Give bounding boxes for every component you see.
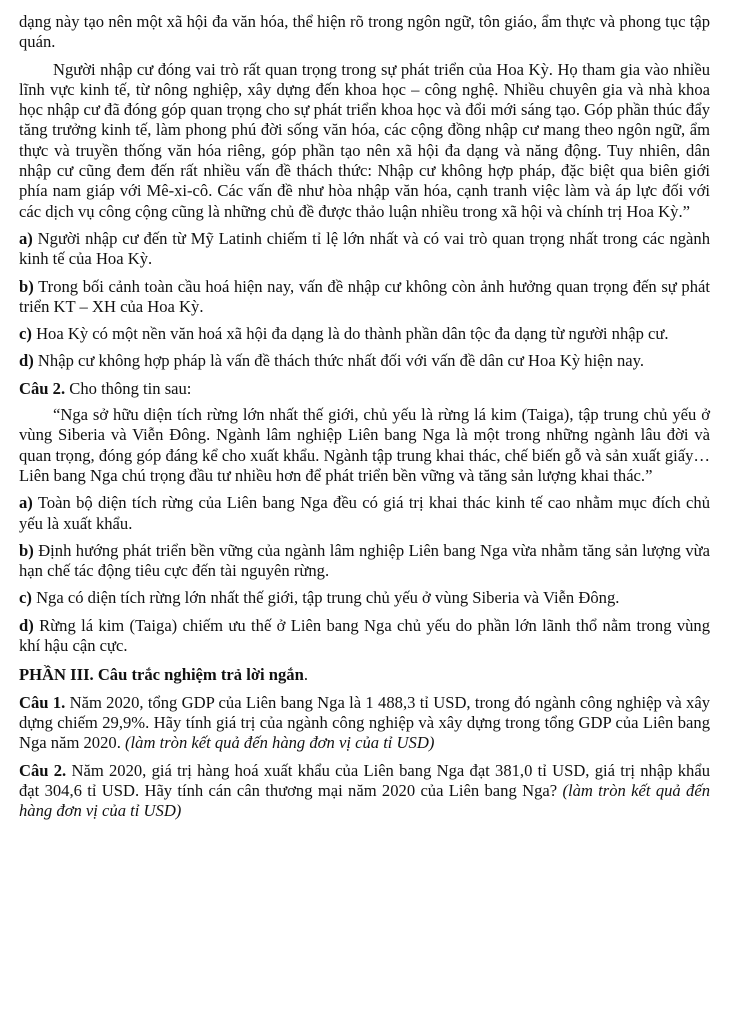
option-label: b) — [19, 276, 34, 296]
option-text: Rừng lá kim (Taiga) chiếm ưu thế ở Liên bang Nga chủ yếu do phần lớn lãnh thổ nằm trong vùng khí hậu cận cực. — [19, 615, 711, 656]
q2-option-b — [19, 541, 710, 582]
option-label: d) — [19, 351, 34, 371]
q1-option-c — [19, 324, 710, 344]
part3-question-1 — [19, 693, 710, 754]
q2-option-d — [19, 616, 710, 657]
option-text: Người nhập cư đến từ Mỹ Latinh chiếm tỉ lệ lớn nhất và có vai trò quan trọng nhất trong các ngành kinh tế của Hoa Kỳ. — [19, 228, 710, 269]
option-text: Nga có diện tích rừng lớn nhất thế giới, tập trung chủ yếu ở vùng Siberia và Viễn Đông. — [36, 588, 620, 608]
option-text: Trong bối cảnh toàn cầu hoá hiện nay, vấn đề nhập cư không còn ảnh hưởng quan trọng đến sự phát triển KT – XH của Hoa Kỳ. — [19, 276, 710, 316]
q2-prompt — [19, 379, 710, 399]
option-label: b) — [19, 540, 34, 560]
question-label: Câu 2. — [19, 760, 67, 780]
option-text: Định hướng phát triển bền vững của ngành lâm nghiệp Liên bang Nga vừa nhằm tăng sản lượng vừa hạn chế tác động tiêu cực đến tài nguyên rừng. — [19, 540, 710, 581]
section-heading: PHẦN III. Câu trắc nghiệm trả lời ngắn — [19, 665, 304, 685]
part3-question-2 — [19, 761, 710, 822]
option-label: c) — [19, 588, 32, 608]
question-text: Năm 2020, tổng GDP của Liên bang Nga là 1 488,3 tỉ USD, trong đó ngành công nghiệp và xây dựng chiếm 29,9%. Hãy tính giá trị của ngành công nghiệp và xây dựng trong tổng GDP của Liên bang Nga năm 2020. — [19, 692, 711, 753]
q2-option-a — [19, 493, 710, 534]
option-label: a) — [19, 493, 33, 513]
q1-option-b — [19, 277, 710, 318]
rounding-note: (làm tròn kết quả đến hàng đơn vị của tỉ USD) — [19, 780, 710, 821]
option-label: d) — [19, 615, 34, 635]
immigrant-paragraph: Người nhập cư đóng vai trò rất quan trọng trong sự phát triển của Hoa Kỳ. Họ tham gia vào nhiều lĩnh vực kinh tế, từ nông nghiệp, xây dựng đến khoa học – công nghệ. Nhiều chuyên gia và nhà khoa học nhập cư đã đóng góp quan trọng cho sự phát triển khoa học và đổi mới sáng tạo. Góp phần thúc đẩy tăng trưởng kinh tế, làm phong phú đời sống văn hóa, các cộng đồng nhập cư mang theo ngôn ngữ, ẩm thực và truyền thống văn hóa riêng, góp phần tạo nên xã hội đa dạng và năng động. Tuy nhiên, dân nhập cư cũng đem đến rất nhiều vấn đề thách thức: Nhập cư không hợp pháp, đặc biệt qua biên giới phía nam giáp với Mê-xi-cô. Các vấn đề như hòa nhập văn hóa, cạnh tranh việc làm và áp lực đối với các dịch vụ công cộng cũng là những chủ đề được thảo luận nhiều trong xã hội và chính trị Hoa Kỳ.” — [19, 59, 710, 221]
question-text: Năm 2020, giá trị hàng hoá xuất khẩu của Liên bang Nga đạt 381,0 tỉ USD, giá trị nhập khẩu đạt 304,6 tỉ USD. Hãy tính cán cân thương mại năm 2020 của Liên bang Nga? — [19, 760, 711, 800]
rounding-note: (làm tròn kết quả đến hàng đơn vị của tỉ USD) — [125, 733, 435, 753]
intro-continuation: dạng này tạo nên một xã hội đa văn hóa, thể hiện rõ trong ngôn ngữ, tôn giáo, ẩm thực và phong tục tập quán. — [19, 12, 710, 52]
option-text: Hoa Kỳ có một nền văn hoá xã hội đa dạng là do thành phần dân tộc đa dạng từ người nhập cư. — [36, 324, 669, 344]
q1-option-a — [19, 229, 710, 270]
option-text: Toàn bộ diện tích rừng của Liên bang Nga đều có giá trị khai thác kinh tế cao nhằm mục đích chủ yếu là xuất khẩu. — [19, 493, 710, 533]
option-text: Nhập cư không hợp pháp là vấn đề thách thức nhất đối với vấn đề dân cư Hoa Kỳ hiện nay. — [37, 351, 645, 371]
option-label: a) — [19, 228, 33, 248]
question-label: Câu 2. — [19, 378, 66, 398]
q1-option-d — [19, 351, 710, 371]
part3-heading — [19, 665, 710, 685]
q2-option-c — [19, 588, 710, 608]
question-prompt: Cho thông tin sau: — [69, 378, 192, 398]
heading-period: . — [303, 665, 308, 685]
option-label: c) — [19, 324, 32, 344]
question-label: Câu 1. — [19, 692, 66, 712]
q2-quote: “Nga sở hữu diện tích rừng lớn nhất thế giới, chủ yếu là rừng lá kim (Taiga), tập trung chủ yếu ở vùng Siberia và Viễn Đông. Ngành lâm nghiệp Liên bang Nga là một trong những ngành lâu đời và quan trọng, đóng góp đáng kể cho xuất khẩu. Ngành tập trung khai thác, chế biến gỗ và sản xuất giấy… Liên bang Nga chú trọng đầu tư nhiều hơn để phát triển bền vững và tăng sản lượng khai thác.” — [19, 405, 710, 485]
